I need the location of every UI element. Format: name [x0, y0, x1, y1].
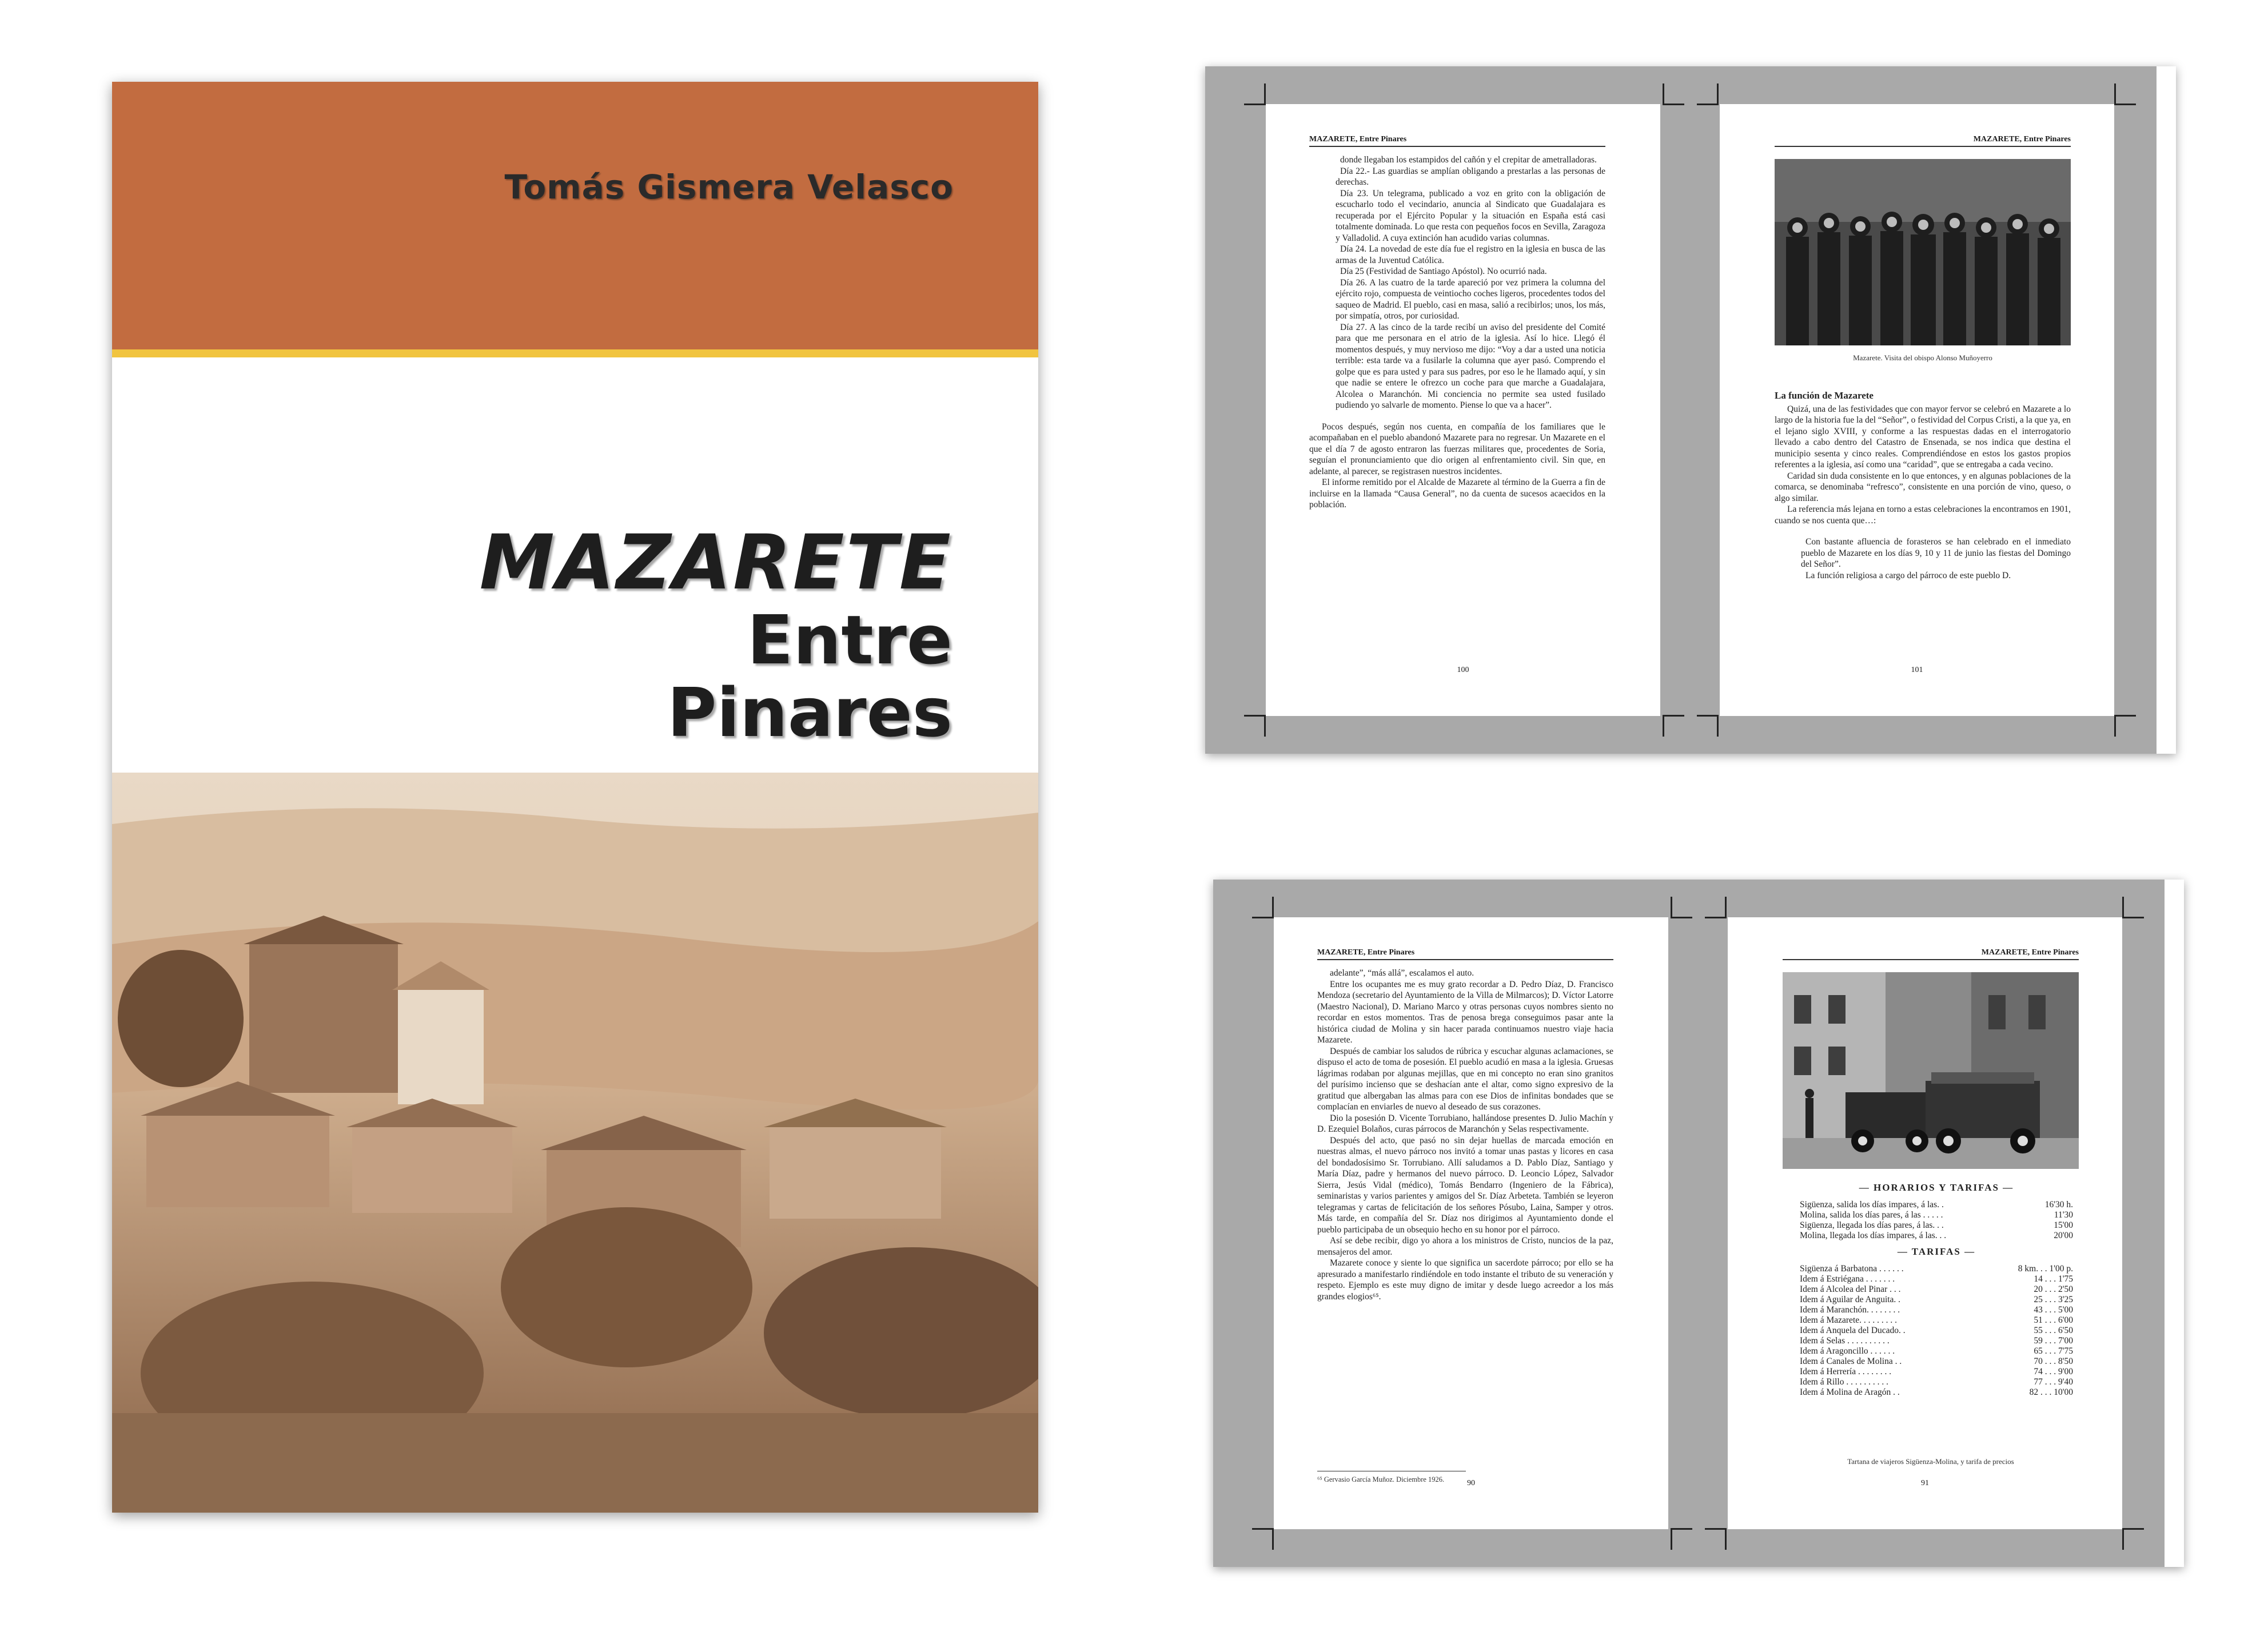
paragraph: donde llegaban los estampidos del cañón y el crepitar de ametralladoras. — [1340, 155, 1597, 165]
tariff-row — [1800, 1346, 2073, 1356]
cover-title-line3: Pinares — [667, 673, 952, 752]
tariff-row — [1800, 1387, 2073, 1398]
price-value: 9'40 — [2058, 1377, 2073, 1387]
page-number: 90 — [1467, 1479, 1475, 1487]
price-value: 1'75 — [2058, 1274, 2073, 1284]
running-head: MAZARETE, Entre Pinares — [1775, 135, 2071, 147]
tariff-row — [1800, 1356, 2073, 1367]
route-label: Idem á Alcolea del Pinar . . . — [1800, 1284, 1901, 1294]
paragraph: Día 24. La novedad de este día fue el registro en la iglesia en busca de las armas de la Juventud Católica. — [1336, 244, 1605, 265]
crop-mark — [1697, 715, 1719, 737]
time-value: 15'00 — [2054, 1220, 2073, 1230]
page-100 — [1266, 104, 1660, 716]
cover-title-line1: MAZARETE — [479, 519, 952, 607]
tariff-row — [1800, 1295, 2073, 1305]
timetable-row — [1800, 1200, 2073, 1210]
distance-value: 70 . . . — [2034, 1356, 2056, 1366]
cover-village-photo — [112, 773, 1038, 1513]
price-value: 8'50 — [2058, 1356, 2073, 1366]
distance-value: 43 . . . — [2034, 1305, 2056, 1315]
crop-mark — [1697, 83, 1719, 105]
paragraph: Mazarete conoce y siente lo que significa un sacerdote párroco; por ello se ha apresurado a manifestarlo rindiéndole en todo instante el tributo de su veneración y respeto. Ejemplo es este muy digno de imitar y desde luego acreedor a los más grandes elogios⁶⁵. — [1317, 1258, 1613, 1302]
price-value: 6'00 — [2058, 1315, 2073, 1325]
tariff-row — [1800, 1336, 2073, 1346]
distance-value: 51 . . . — [2034, 1315, 2056, 1325]
paragraph: Caridad sin duda consistente en lo que entonces, y en algunas poblaciones de la comarca, se denominaba “refresco”, consistente en una porción de vino, queso, o algo similar. — [1775, 471, 2071, 503]
tariff-row — [1800, 1367, 2073, 1377]
cover-title — [479, 519, 952, 752]
route-label: Idem á Anquela del Ducado. . — [1800, 1326, 1906, 1335]
crop-mark — [2114, 715, 2136, 737]
paragraph: La referencia más lejana en torno a estas celebraciones la encontramos en 1901, cuando se nos cuenta que…: — [1775, 504, 2071, 526]
price-value: 5'00 — [2058, 1305, 2073, 1315]
footnote: ⁶⁵ Gervasio García Muñoz. Diciembre 1926. — [1317, 1475, 1445, 1483]
quoted-paragraph: La función religiosa a cargo del párroco de este pueblo D. — [1805, 570, 2011, 580]
paragraph: Día 22.- Las guardias se amplían obligando a prestarlas a las personas de derechas. — [1336, 166, 1605, 187]
crop-mark — [1705, 1528, 1727, 1550]
route-label: Sigüenza, salida los días impares, á las. . — [1800, 1200, 1944, 1210]
time-value: 11'30 — [2054, 1210, 2073, 1220]
crop-mark — [2122, 1528, 2144, 1550]
book-spread-bottom — [1213, 880, 2184, 1567]
paragraph: Así se debe recibir, digo yo ahora a los ministros de Cristo, nuncios de la paz, mensajeros del amor. — [1317, 1236, 1613, 1257]
page-90 — [1274, 917, 1668, 1529]
book-cover — [112, 82, 1038, 1513]
page-number: 100 — [1457, 666, 1469, 674]
quoted-paragraph: Con bastante afluencia de forasteros se han celebrado en el inmediato pueblo de Mazarete en los días 9, 10 y 11 de junio las fiestas del Domingo del Señor”. — [1801, 537, 2071, 569]
distance-value: 65 . . . — [2034, 1346, 2056, 1356]
tariff-row — [1800, 1377, 2073, 1387]
cover-author: Tomás Gismera Velasco — [504, 168, 954, 206]
time-value: 16'30 h. — [2044, 1200, 2073, 1210]
route-label: Idem á Mazarete. . . . . . . . . — [1800, 1315, 1898, 1325]
timetable — [1800, 1179, 2073, 1398]
crop-mark — [1252, 897, 1274, 918]
price-value: 1'00 p. — [2049, 1264, 2073, 1274]
crop-mark — [2114, 83, 2136, 105]
tariff-row — [1800, 1315, 2073, 1326]
crop-mark — [1244, 83, 1266, 105]
crop-mark — [2122, 897, 2144, 918]
tariff-row — [1800, 1274, 2073, 1284]
distance-value: 14 . . . — [2034, 1274, 2056, 1284]
distance-value: 55 . . . — [2034, 1326, 2056, 1335]
running-head: MAZARETE, Entre Pinares — [1317, 948, 1613, 960]
paragraph: El informe remitido por el Alcalde de Mazarete al término de la Guerra a fin de incluirse en la llamada “Causa General”, no da cuenta de sucesos acaecidos en la población. — [1309, 478, 1605, 510]
page-body-text — [1309, 154, 1605, 511]
book-spread-top — [1205, 66, 2176, 754]
route-label: Idem á Maranchón. . . . . . . . — [1800, 1305, 1900, 1315]
crop-mark — [1705, 897, 1727, 918]
running-head: MAZARETE, Entre Pinares — [1783, 948, 2079, 960]
paragraph: Pocos después, según nos cuenta, en compañía de los familiares que le acompañaban en el pueblo abandonó Mazarete para no regresar. Un Mazarete en el que el día 7 de agosto entraron las fuerzas militares que, procedentes de Soria, seguían el pronunciamiento que dio origen al enfrentamiento civil. Sin que, en adelante, al parecer, se registrasen nuestros incidentes. — [1309, 421, 1605, 476]
route-label: Idem á Molina de Aragón . . — [1800, 1387, 1900, 1397]
section-title: La función de Mazarete — [1775, 390, 1874, 401]
timetable-row — [1800, 1220, 2073, 1231]
distance-value: 77 . . . — [2034, 1377, 2056, 1387]
page-101 — [1720, 104, 2114, 716]
paragraph: Quizá, una de las festividades que con mayor fervor se celebró en Mazarete a lo largo de la historia fue la del “Señor”, o festividad del Corpus Cristi, a la que ya, en el lejano siglo XVIII, y conforme a las respuestas dadas en el interrogatorio llevado a cabo dentro del Catastro de Ensenada, se nos indica que destina el municipio sesenta y cinco reales. Comprendiéndose en estos los gastos propios referentes a la iglesia, así como una “caridad”, que se entregaba a cada vecino. — [1775, 404, 2071, 470]
route-label: Idem á Estriégana . . . . . . . — [1800, 1274, 1895, 1284]
route-label: Idem á Canales de Molina . . — [1800, 1356, 1902, 1366]
distance-value: 82 . . . — [2029, 1387, 2052, 1397]
route-label: Sigüenza, llegada los días pares, á las. . . — [1800, 1220, 1944, 1230]
price-value: 9'00 — [2058, 1367, 2073, 1377]
cover-yellow-stripe — [112, 349, 1038, 357]
route-label: Molina, salida los días pares, á las . . . . . — [1800, 1210, 1943, 1220]
route-label: Idem á Rillo . . . . . . . . . . — [1800, 1377, 1888, 1387]
route-label: Molina, llegada los días impares, á las. . . — [1800, 1231, 1947, 1240]
page-number: 91 — [1921, 1479, 1929, 1487]
price-value: 6'50 — [2058, 1326, 2073, 1335]
price-value: 10'00 — [2054, 1387, 2073, 1397]
page-number: 101 — [1911, 666, 1923, 674]
crop-mark — [1671, 1528, 1692, 1550]
price-value: 3'25 — [2058, 1295, 2073, 1304]
route-label: Idem á Aguilar de Anguita. . — [1800, 1295, 1901, 1304]
price-value: 7'00 — [2058, 1336, 2073, 1346]
paragraph: Después del acto, que pasó no sin dejar huellas de marcada emoción en nuestras almas, el nuevo párroco nos invitó a tomar unas pastas y licores en casa del bondadosísimo Sr. Torrubiano. Allí saludamos a D. Pablo Díaz, Santiago y María Díaz, padre y hermanos del nuevo párroco. D. Leoncio López, Salvador Sierra, Jesús Vidal (médico), Tomás Bendarro (Ingeniero de la Fábrica), seminaristas y varios parientes y amigos del Sr. Díaz Arbeteta. También se leyeron telegramas y cartas de felicitación de los señores Pósubo, Laina, Samper y otros. Más tarde, en compañía del Sr. Díaz nos dirigimos al Ayuntamiento donde el pueblo participaba de un obsequio hecho en su honor por el párroco. — [1317, 1135, 1613, 1235]
timetable-row — [1800, 1231, 2073, 1241]
page-91 — [1728, 917, 2122, 1529]
photo-caption: Mazarete. Visita del obispo Alonso Muñoyerro — [1853, 353, 1992, 362]
crop-mark — [1244, 715, 1266, 737]
route-label: Idem á Selas . . . . . . . . . . — [1800, 1336, 1890, 1346]
paragraph: Después de cambiar los saludos de rúbrica y escuchar algunas aclamaciones, se dispuso el acto de toma de posesión. El pueblo acudió en masa a la iglesia. Gruesas lágrimas rodaban por algunas mejillas, que en mi concepto no eran sino granitos del purísimo incienso que se deshacían ante el altar, como signo expresivo de la gratitud que albergaban las almas para con ese Dios de infinitas bondades que se complacían en enviarles de nuevo al deseado de sus corazones. — [1317, 1046, 1613, 1112]
paragraph: adelante”, “más allá”, escalamos el auto. — [1330, 968, 1474, 978]
route-label: Idem á Herrería . . . . . . . . — [1800, 1367, 1892, 1377]
distance-value: 20 . . . — [2034, 1284, 2056, 1294]
distance-value: 25 . . . — [2034, 1295, 2056, 1304]
tariff-row — [1800, 1284, 2073, 1295]
cover-title-line2: Entre — [747, 600, 952, 679]
running-head: MAZARETE, Entre Pinares — [1309, 135, 1605, 147]
paragraph: Día 26. A las cuatro de la tarde apareció por vez primera la columna del ejército rojo, compuesta de veintiocho coches ligeros, procedentes todos del saqueo de Madrid. El pueblo, casi en masa, salió a recibirlos; unos, los más, por simpatía, otros, por curiosidad. — [1336, 277, 1605, 321]
crop-mark — [1671, 897, 1692, 918]
crop-mark — [1252, 1528, 1274, 1550]
tariffs-title: — TARIFAS — — [1897, 1246, 1976, 1257]
time-value: 20'00 — [2054, 1231, 2073, 1240]
timetable-row — [1800, 1210, 2073, 1220]
distance-value: 8 km. . . — [2018, 1264, 2047, 1274]
route-label: Sigüenza á Barbatona . . . . . . — [1800, 1264, 1904, 1274]
tariff-row — [1800, 1305, 2073, 1315]
crop-mark — [1663, 83, 1684, 105]
cover-top-band — [112, 82, 1038, 349]
timetable-title: — HORARIOS Y TARIFAS — — [1859, 1182, 2014, 1193]
page-body-text — [1317, 968, 1613, 1302]
distance-value: 74 . . . — [2034, 1367, 2056, 1377]
paragraph: Día 23. Un telegrama, publicado a voz en grito con la obligación de escucharlo todo el vecindario, anuncia al Sindicato que Guadalajara es recuperada por el Ejército Popular y la situación en España está casi totalmente dominada. Lo que resta con pequeños focos en Sevilla, Zaragoza y Valladolid. A cuya extinción han acudido varias columnas. — [1336, 188, 1605, 243]
price-value: 7'75 — [2058, 1346, 2073, 1356]
page-body-text — [1775, 390, 2071, 581]
stagecoach-photo — [1783, 972, 2079, 1169]
tariff-row — [1800, 1264, 2073, 1274]
paragraph: Entre los ocupantes me es muy grato recordar a D. Pedro Díaz, D. Francisco Mendoza (secretario del Ayuntamiento de la Villa de Milmarcos); D. Víctor Latorre (Maestro Nacional), D. Mariano Marco y otras personas cuyos nombres siento no recordar en estos momentos. Tras de penosa brega conseguimos pasar ante la histórica ciudad de Molina y sin hacer parada continuamos nuestro viaje hacia Mazarete. — [1317, 979, 1613, 1045]
photo-caption: Tartana de viajeros Sigüenza-Molina, y tarifa de precios — [1847, 1457, 2014, 1466]
distance-value: 59 . . . — [2034, 1336, 2056, 1346]
tariff-row — [1800, 1326, 2073, 1336]
route-label: Idem á Aragoncillo . . . . . . — [1800, 1346, 1895, 1356]
price-value: 2'50 — [2058, 1284, 2073, 1294]
paragraph: Día 25 (Festividad de Santiago Apóstol). No ocurrió nada. — [1340, 266, 1547, 276]
crop-mark — [1663, 715, 1684, 737]
paragraph: Dio la posesión D. Vicente Torrubiano, hallándose presentes D. Julio Machín y D. Ezequiel Bolaños, curas párrocos de Maranchón y Selas respectivamente. — [1317, 1113, 1613, 1134]
bishop-visit-photo — [1775, 159, 2071, 345]
paragraph: Día 27. A las cinco de la tarde recibí un aviso del presidente del Comité para que me personara en el atrio de la iglesia. Así lo hice. Llegó él momentos después, y muy nervioso me dijo: “Voy a dar a usted una noticia terrible: esta tarde va a fusilarle la columna que ayer pasó. Comprendo el golpe que es para usted y para sus padres, por eso le he llamado aquí, y sin que nadie se entere le ofrezco un coche para que marche a Guadalajara, Alcolea o Maranchón. Mi conciencia no permite sea usted fusilado pudiendo yo salvarle de momento. Piense lo que va a hacer”. — [1336, 322, 1605, 410]
